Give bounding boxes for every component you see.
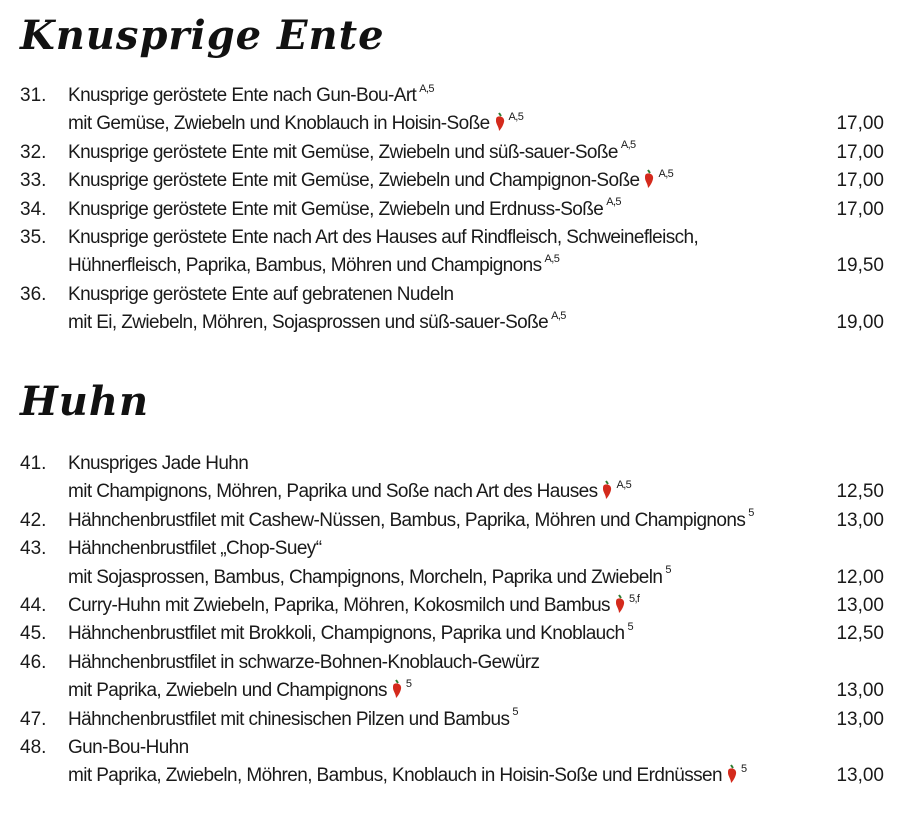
item-price: 13,00: [836, 595, 884, 616]
allergen-codes: A,5: [508, 111, 524, 124]
allergen-codes: 5,f: [628, 592, 640, 605]
chili-pepper-icon: [643, 169, 655, 189]
menu-item-row: [0, 82, 918, 110]
chili-pepper-icon: [494, 112, 506, 132]
item-number: 35.: [20, 227, 47, 248]
item-text: mit Gemüse, Zwiebeln und Knoblauch in Hoisin-Soße: [68, 113, 490, 135]
item-text: mit Sojasprossen, Bambus, Champignons, Morcheln, Paprika und Zwiebeln: [68, 566, 663, 588]
item-text: Knusprige geröstete Ente mit Gemüse, Zwiebeln und Erdnuss-Soße: [68, 198, 604, 220]
item-number: 44.: [20, 595, 47, 616]
allergen-codes: A,5: [658, 167, 674, 180]
menu-item-row: [0, 507, 918, 535]
item-text: Knusprige geröstete Ente mit Gemüse, Zwiebeln und süß-sauer-Soße: [68, 141, 618, 163]
item-text: mit Paprika, Zwiebeln und Champignons: [68, 680, 387, 702]
item-number: 43.: [20, 538, 47, 560]
item-number: 32.: [20, 141, 47, 163]
menu-item-row: [0, 139, 918, 167]
chili-pepper-icon: [601, 480, 613, 500]
item-description: [68, 281, 453, 309]
allergen-codes: A,5: [544, 253, 560, 266]
chili-pepper-icon: [726, 764, 738, 784]
menu-item-row: [0, 649, 918, 677]
allergen-codes: 5: [748, 507, 754, 520]
menu-item-row: [0, 196, 918, 224]
item-price: 13,00: [836, 765, 884, 787]
menu-item-row: [0, 620, 918, 648]
item-price: 12,00: [836, 566, 884, 588]
chili-pepper-icon: [391, 679, 403, 699]
item-price: 13,00: [836, 680, 884, 702]
item-price: 17,00: [836, 113, 884, 135]
menu-item-row: [0, 592, 918, 620]
menu-item-row: [0, 281, 918, 309]
item-number: 45.: [20, 623, 47, 645]
section-title-huhn: Huhn: [20, 378, 150, 425]
item-description: [68, 734, 189, 762]
item-text: mit Ei, Zwiebeln, Möhren, Sojasprossen und süß-sauer-Soße: [68, 312, 549, 334]
menu-item-continuation-row: [0, 478, 918, 506]
menu-item-continuation-row: [0, 564, 918, 592]
item-text: Hähnchenbrustfilet „Chop-Suey“: [68, 538, 322, 560]
item-price: 17,00: [836, 170, 884, 192]
item-price: 13,00: [836, 509, 884, 531]
item-text: Knusprige geröstete Ente auf gebratenen Nudeln: [68, 283, 454, 305]
item-price: 17,00: [836, 198, 884, 220]
menu-item-row: [0, 224, 918, 252]
item-number: 47.: [20, 708, 47, 730]
chili-pepper-icon: [614, 594, 626, 614]
item-text: Knuspriges Jade Huhn: [68, 453, 249, 474]
item-number: 31.: [20, 85, 47, 106]
item-description: [68, 224, 698, 252]
allergen-codes: 5: [627, 621, 634, 634]
item-description: [68, 167, 673, 195]
menu-item-row: [0, 167, 918, 195]
item-description: [68, 196, 621, 224]
allergen-codes: A,5: [606, 196, 621, 209]
item-number: 48.: [20, 737, 47, 758]
item-number: 34.: [20, 198, 47, 220]
allergen-codes: 5: [741, 763, 747, 776]
item-text: Hähnchenbrustfilet mit Cashew-Nüssen, Bambus, Paprika, Möhren und Champignons: [68, 509, 746, 531]
menu-item-continuation-row: [0, 252, 918, 280]
section-title-knusprige-ente: Knusprige Ente: [20, 12, 385, 59]
item-description: [68, 139, 636, 167]
item-text: Knusprige geröstete Ente nach Art des Hauses auf Rindfleisch, Schweinefleisch,: [68, 227, 699, 248]
menu-item-row: [0, 535, 918, 563]
item-text: Knusprige geröstete Ente mit Gemüse, Zwiebeln und Champignon-Soße: [68, 170, 640, 192]
item-price: 12,50: [836, 481, 884, 503]
item-price: 17,00: [836, 141, 884, 163]
item-description: [68, 478, 631, 506]
item-text: mit Paprika, Zwiebeln, Möhren, Bambus, Knoblauch in Hoisin-Soße und Erdnüssen: [68, 765, 722, 787]
item-description: [68, 592, 639, 620]
item-description: [68, 706, 518, 734]
menu-item-row: [0, 734, 918, 762]
item-description: [68, 649, 539, 677]
menu-item-continuation-row: [0, 762, 918, 790]
menu-item-continuation-row: [0, 110, 918, 138]
item-number: 46.: [20, 651, 47, 673]
menu-item-continuation-row: [0, 677, 918, 705]
allergen-codes: A,5: [551, 309, 566, 322]
allergen-codes: A,5: [616, 479, 632, 492]
item-description: [68, 564, 671, 592]
item-description: [68, 309, 566, 337]
item-number: 33.: [20, 170, 47, 192]
menu-item-continuation-row: [0, 309, 918, 337]
item-price: 19,00: [836, 312, 884, 334]
allergen-codes: 5: [405, 677, 412, 690]
item-description: [68, 252, 559, 280]
item-text: Curry-Huhn mit Zwiebeln, Paprika, Möhren, Kokosmilch und Bambus: [68, 595, 610, 616]
menu-item-row: [0, 706, 918, 734]
item-text: Gun-Bou-Huhn: [68, 737, 189, 758]
allergen-codes: 5: [665, 564, 671, 577]
item-description: [68, 450, 248, 478]
item-text: Hühnerfleisch, Paprika, Bambus, Möhren und Champignons: [68, 255, 542, 277]
allergen-codes: A,5: [620, 139, 636, 152]
menu-item-row: [0, 450, 918, 478]
item-description: [68, 535, 321, 563]
item-description: [68, 762, 747, 790]
item-price: 19,50: [836, 255, 884, 277]
item-text: mit Champignons, Möhren, Paprika und Soße nach Art des Hauses: [68, 481, 598, 503]
item-text: Hähnchenbrustfilet mit chinesischen Pilzen und Bambus: [68, 708, 510, 730]
item-text: Knusprige geröstete Ente nach Gun-Bou-Art: [68, 85, 417, 106]
item-number: 41.: [20, 453, 47, 474]
item-description: [68, 677, 411, 705]
item-price: 13,00: [836, 708, 884, 730]
item-number: 36.: [20, 283, 47, 305]
item-number: 42.: [20, 509, 47, 531]
item-text: Hähnchenbrustfilet in schwarze-Bohnen-Knoblauch-Gewürz: [68, 651, 540, 673]
item-description: [68, 507, 754, 535]
item-description: [68, 110, 523, 138]
allergen-codes: 5: [512, 706, 518, 719]
item-description: [68, 82, 434, 110]
item-price: 12,50: [836, 623, 884, 645]
allergen-codes: A,5: [419, 82, 434, 95]
item-text: Hähnchenbrustfilet mit Brokkoli, Champignons, Paprika und Knoblauch: [68, 623, 625, 645]
item-description: [68, 620, 633, 648]
